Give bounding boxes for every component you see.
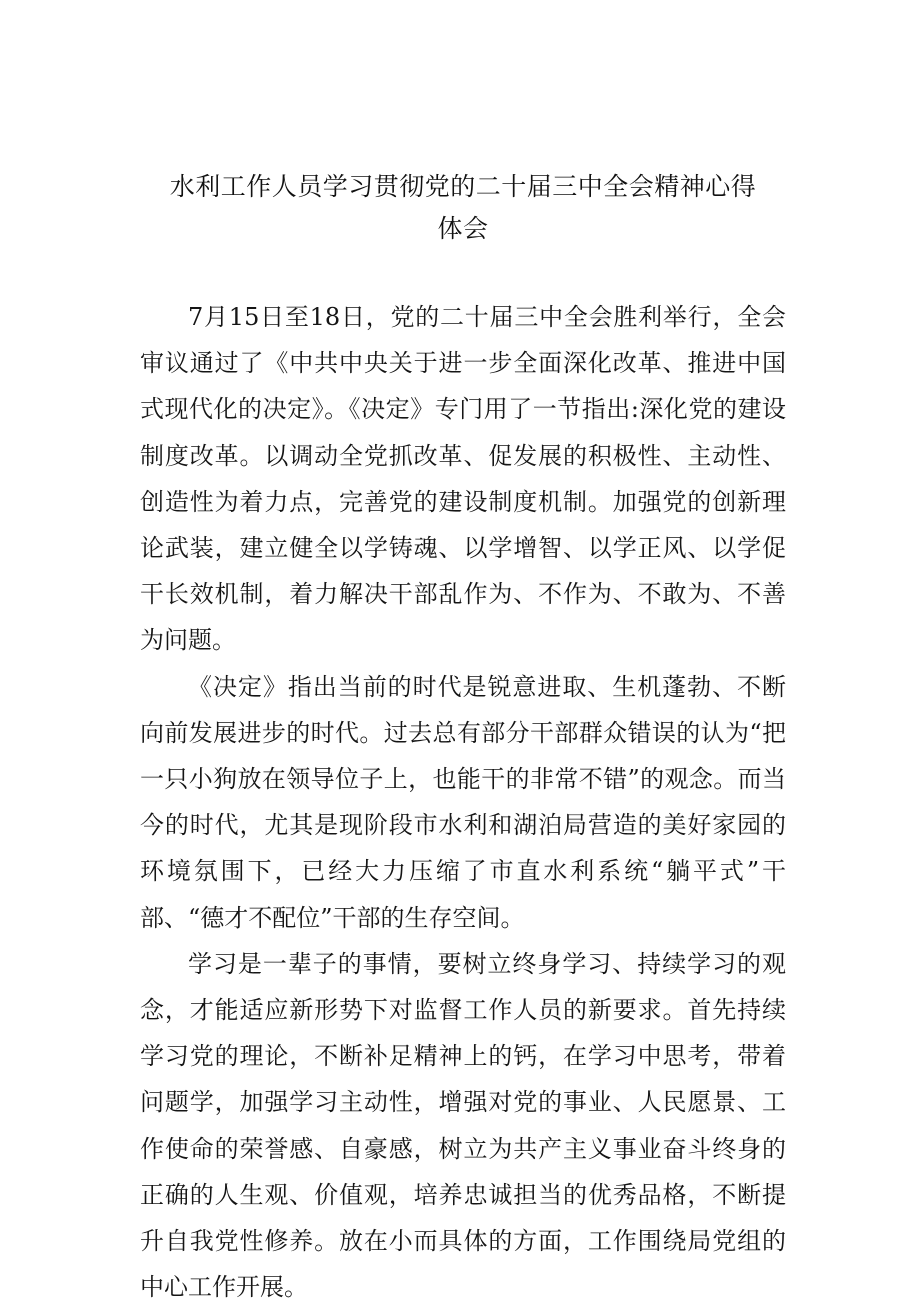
title-line-2: 体会: [437, 214, 489, 243]
paragraph-2: 《决定》指出当前的时代是锐意进取、生机蓬勃、不断向前发展进步的时代。过去总有部分干部群众错误的认为“把一只小狗放在领导位子上，也能干的非常不错”的观念。而当今的时代，尤其是现阶段市水利和湖泊局营造的美好家园的环境氛围下，已经大力压缩了市直水利系统“躺平式”干部、“德才不配位”干部的生存空间。: [140, 672, 786, 932]
document-body: [140, 294, 786, 1310]
title-line-1: 水利工作人员学习贯彻党的二十届三中全会精神心得: [169, 172, 757, 201]
document-title: [140, 166, 786, 250]
paragraph-1: 7月15日至18日，党的二十届三中全会胜利举行，全会审议通过了《中共中央关于进一步全面深化改革、推进中国式现代化的决定》。《决定》专门用了一节指出:深化党的建设制度改革。以调动全党抓改革、促发展的积极性、主动性、创造性为着力点，完善党的建设制度机制。加强党的创新理论武装，建立健全以学铸魂、以学增智、以学正风、以学促干长效机制，着力解决干部乱作为、不作为、不敢为、不善为问题。: [140, 303, 786, 655]
paragraph-3: 学习是一辈子的事情，要树立终身学习、持续学习的观念，才能适应新形势下对监督工作人员的新要求。首先持续学习党的理论，不断补足精神上的钙，在学习中思考，带着问题学，加强学习主动性，增强对党的事业、人民愿景、工作使命的荣誉感、自豪感，树立为共产主义事业奋斗终身的正确的人生观、价值观，培养忠诚担当的优秀品格，不断提升自我党性修养。放在小而具体的方面，工作围绕局党组的中心工作开展。: [140, 949, 786, 1302]
